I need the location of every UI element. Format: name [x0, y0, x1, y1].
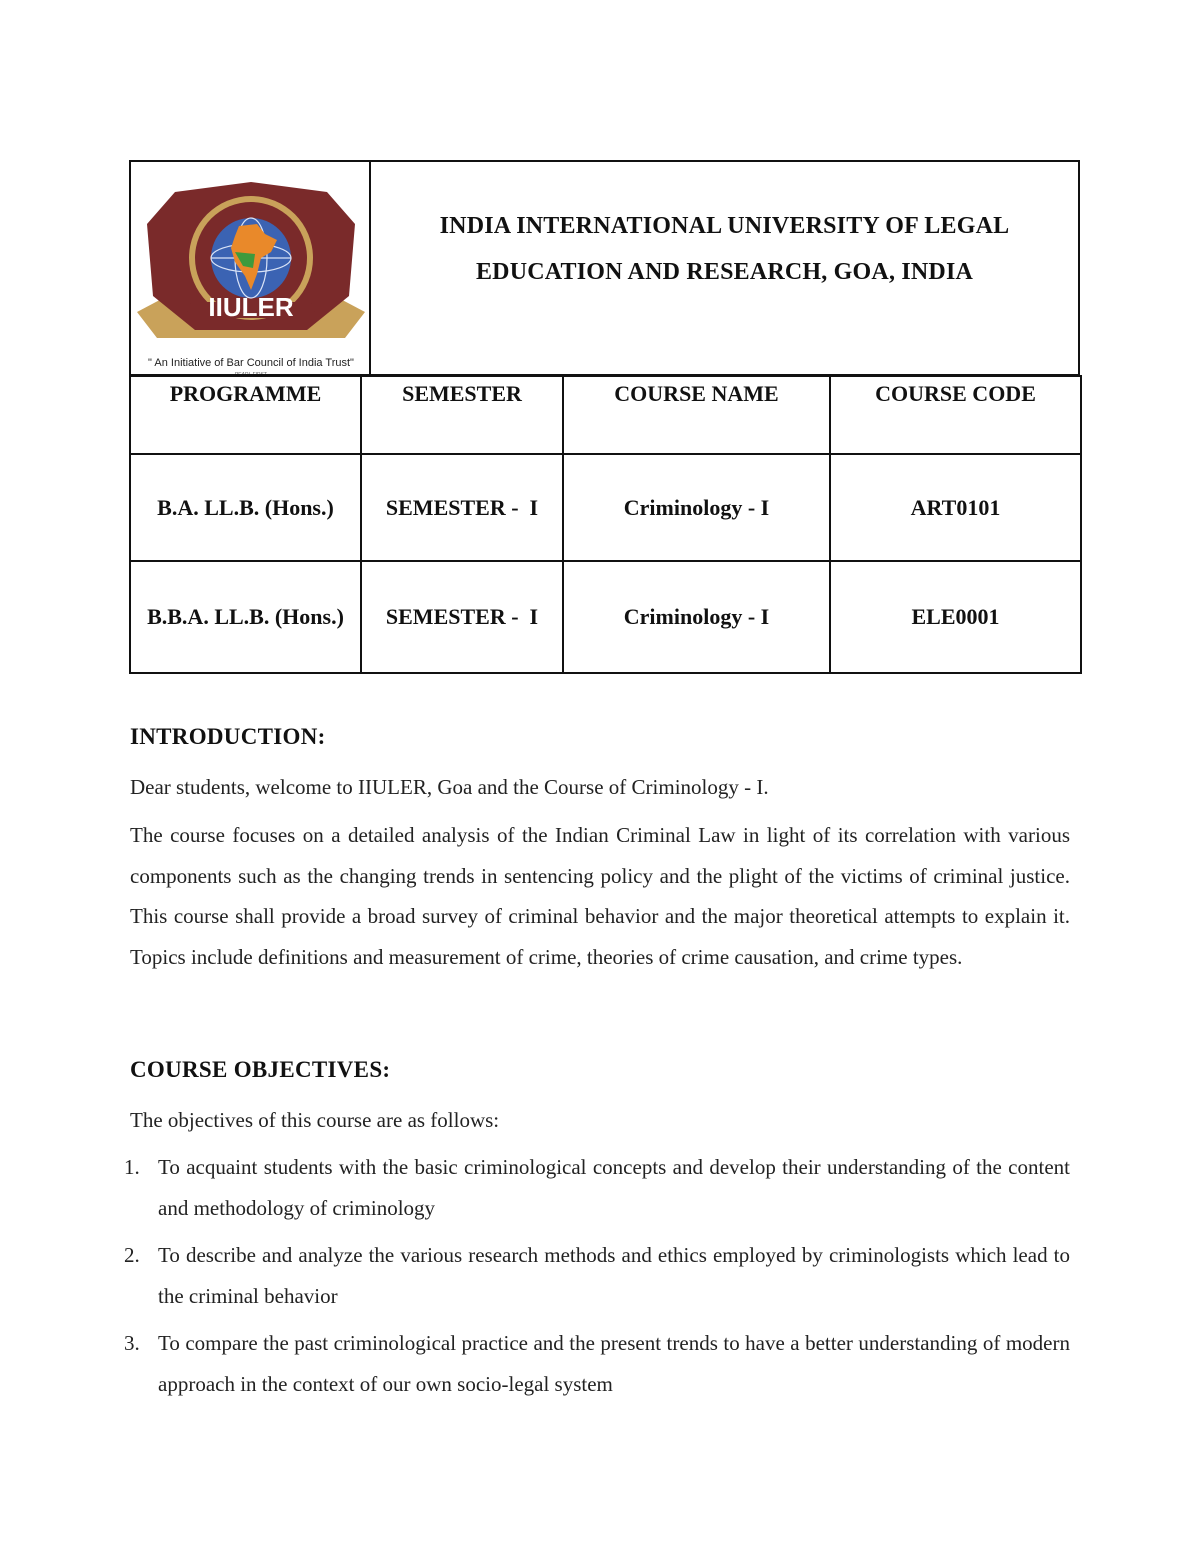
list-item-text: To compare the past criminological practice and the present trends to have a better understanding of modern approach in the context of our own socio-legal system — [158, 1331, 1070, 1396]
introduction-heading: INTRODUCTION: — [130, 724, 326, 749]
cell-course-code: ART0101 — [830, 454, 1081, 561]
list-item-text: To acquaint students with the basic criminological concepts and develop their understanding of the content and methodology of criminology — [158, 1155, 1070, 1220]
table-row — [130, 561, 1081, 673]
objectives-list — [124, 1147, 1070, 1411]
university-name-cell — [371, 162, 1078, 374]
cell-course-name: Criminology - I — [563, 454, 830, 561]
svg-text:PEARL FIRST: PEARL FIRST — [234, 372, 268, 378]
table-row — [130, 454, 1081, 561]
header-course-name: COURSE NAME — [563, 376, 830, 454]
svg-text:IIULER: IIULER — [208, 292, 294, 322]
table-header-row — [130, 376, 1081, 454]
list-item-number: 1. — [124, 1155, 140, 1179]
university-name-line1: INDIA INTERNATIONAL UNIVERSITY OF LEGAL — [439, 213, 1010, 239]
list-item-text: To describe and analyze the various research methods and ethics employed by criminologists which lead to the criminal behavior — [158, 1243, 1070, 1308]
list-item — [124, 1235, 1070, 1316]
list-item-number: 3. — [124, 1331, 140, 1355]
introduction-body: The course focuses on a detailed analysis of the Indian Criminal Law in light of its correlation with various components such as the changing trends in sentencing policy and the plight of the victims of criminal justice. This course shall provide a broad survey of criminal behavior and the major theoretical attempts to explain it. Topics include definitions and measurement of crime, theories of crime causation, and crime types. — [130, 823, 1070, 969]
university-name-line2: EDUCATION AND RESEARCH, GOA, INDIA — [475, 259, 974, 285]
cell-course-code: ELE0001 — [830, 561, 1081, 673]
objectives-intro: The objectives of this course are as follows: — [130, 1108, 500, 1132]
list-item — [124, 1323, 1070, 1404]
list-item-number: 2. — [124, 1243, 140, 1267]
course-info-table — [129, 375, 1082, 674]
list-item — [124, 1147, 1070, 1228]
cell-programme: B.A. LL.B. (Hons.) — [130, 454, 361, 561]
header-course-code: COURSE CODE — [830, 376, 1081, 454]
cell-semester: SEMESTER - I — [361, 454, 563, 561]
cell-semester: SEMESTER - I — [361, 561, 563, 673]
header-table — [129, 160, 1080, 376]
iiuler-logo-icon — [131, 162, 371, 378]
cell-programme: B.B.A. LL.B. (Hons.) — [130, 561, 361, 673]
objectives-heading: COURSE OBJECTIVES: — [130, 1057, 391, 1082]
logo-cell — [131, 162, 371, 378]
header-semester: SEMESTER — [361, 376, 563, 454]
svg-text:" An Initiative of Bar Council: " An Initiative of Bar Council of India Trust" — [148, 357, 354, 369]
cell-course-name: Criminology - I — [563, 561, 830, 673]
introduction-welcome: Dear students, welcome to IIULER, Goa and the Course of Criminology - I. — [130, 775, 769, 799]
header-programme: PROGRAMME — [130, 376, 361, 454]
